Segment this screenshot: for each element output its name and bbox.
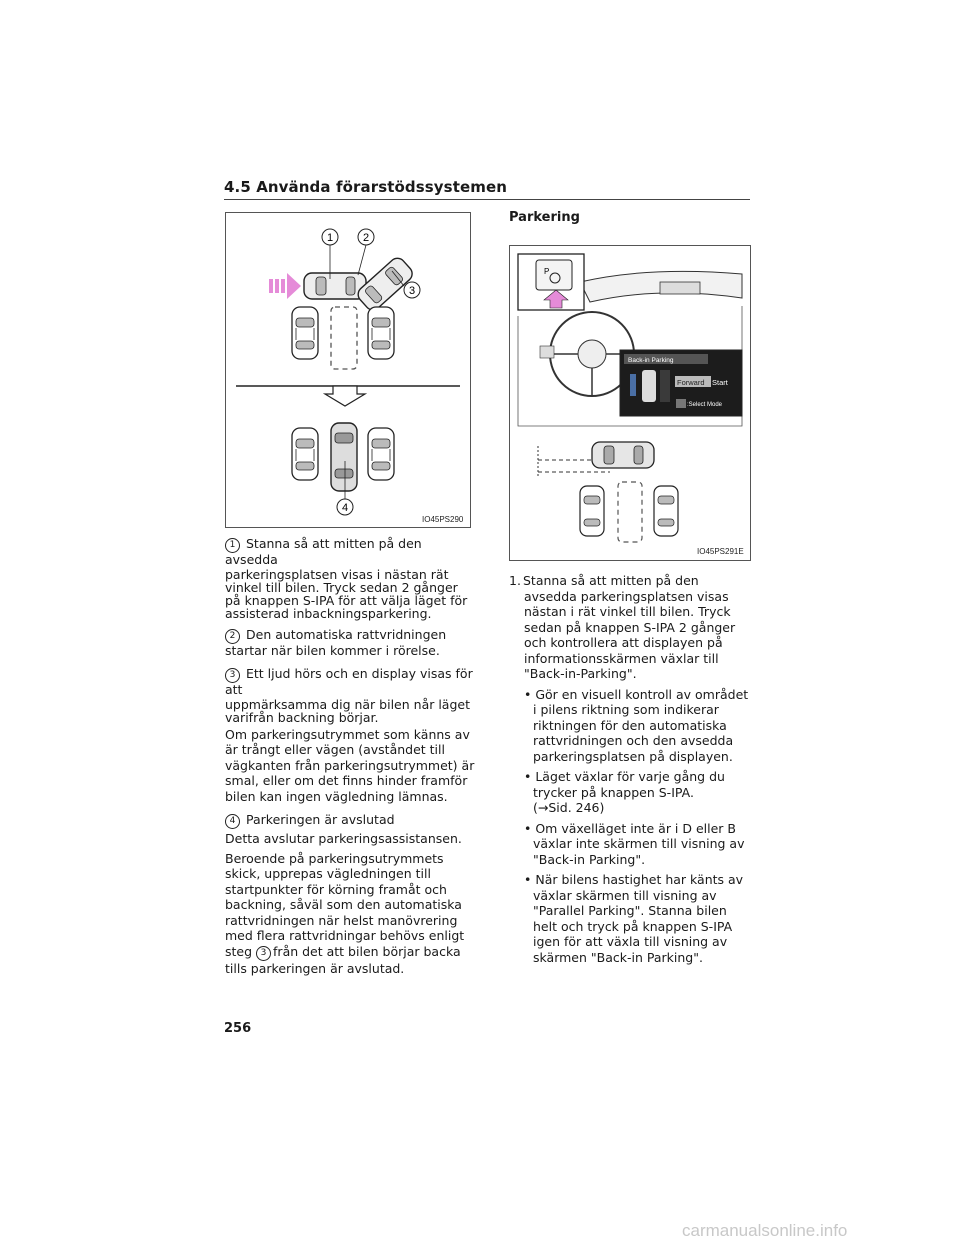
page-number: 256 xyxy=(224,1021,252,1036)
screen-start: Start xyxy=(712,378,728,387)
left-text-column xyxy=(225,537,475,976)
car-parked-final xyxy=(331,423,357,491)
step-number-1: 1 xyxy=(225,538,240,553)
item4-para2-a: Beroende på parkeringsutrymmets skick, upprepas vägledningen till startpunkter för körning framåt och backning, såväl som den automatiska rattvridningen när helst manövrering med flera rattvridningar behövs enligt steg xyxy=(225,850,465,959)
diagram-dashboard-display xyxy=(509,245,751,561)
screen-select-mode: :Select Mode xyxy=(687,402,723,408)
section-header: 4.5 Använda förarstödssystemen xyxy=(224,178,508,196)
right-text-column xyxy=(509,573,751,965)
screen-title: Back-in Parking xyxy=(628,357,674,364)
bullet-4: • När bilens hastighet har känts av växlar skärmen till visning av "Parallel Parking". Stanna bilen helt och tryck på knappen S-IPA igen för att växla till visning av skärmen "Back-in Parking". xyxy=(524,872,744,965)
bullet-2-text: • Läget växlar för varje gång du trycker på knappen S-IPA. xyxy=(524,769,725,800)
target-space-top xyxy=(331,307,357,369)
diagram-parking-steps xyxy=(225,212,471,528)
watermark: carmanualsonline.info xyxy=(682,1221,848,1240)
p-button-label: P xyxy=(544,267,550,276)
label-3: 3 xyxy=(408,285,416,297)
item4-para1: Detta avslutar parkeringsassistansen. xyxy=(225,831,462,846)
item1-line1: Stanna så att mitten på den avsedda xyxy=(225,536,422,567)
section-title-parking: Parkering xyxy=(509,210,580,225)
item2-text: startar när bilen kommer i rörelse. xyxy=(225,642,440,658)
item4-para2 xyxy=(225,851,475,977)
header-rule xyxy=(224,199,750,200)
multimedia-display xyxy=(620,350,742,416)
car-moving xyxy=(304,273,366,299)
dashboard-illustration xyxy=(510,246,750,560)
bullet-1: • Gör en visuell kontroll av området i pilens riktning som indikerar riktningen för den automatiska rattvridningen och den avsedda parkeringsplatsen på displayen. xyxy=(524,686,749,764)
step-number-3: 3 xyxy=(225,668,240,683)
item2-line1: Den automatiska rattvridningen xyxy=(246,626,447,642)
item1-text: parkeringsplatsen visas i nästan rät vinkel till bilen. Tryck sedan 2 gånger på knappen S-IPA för att välja läget för assisterad inbackningsparkering. xyxy=(225,566,468,621)
item3-note: Om parkeringsutrymmet som känns av är trångt eller vägen (avståndet till vägkanten från parkeringsutrymmet) är smal, eller om det finns hinder framför bilen kan ingen vägledning lämnas. xyxy=(225,726,475,804)
item4-para2-b: från det att bilen börjar backa tills parkeringen är avslutad. xyxy=(225,943,461,976)
step-number-2: 2 xyxy=(225,629,240,644)
bullet-3: • Om växelläget inte är i D eller B växlar inte skärmen till visning av "Back-in Parking". xyxy=(524,820,745,867)
screen-forward: Forward xyxy=(677,378,705,387)
step1-number: 1. xyxy=(509,573,521,588)
direction-arrow-pink xyxy=(269,273,301,299)
figure-code-right: IO45PS291E xyxy=(697,547,744,556)
item4-line1: Parkeringen är avslutad xyxy=(246,812,395,827)
step-ref-3: 3 xyxy=(256,946,271,961)
down-arrow xyxy=(325,386,365,406)
item3-line1: Ett ljud hörs och en display visas för att xyxy=(225,666,473,697)
parking-steps-illustration xyxy=(226,213,470,527)
step1-bullets xyxy=(524,687,751,966)
label-4: 4 xyxy=(341,502,349,514)
page-reference-link[interactable]: (→Sid. 246) xyxy=(533,800,605,815)
step1-text: Stanna så att mitten på den avsedda parkeringsplatsen visas nästan i rät vinkel till bilen. Tryck sedan på knappen S-IPA 2 gånger och kontrollera att displayen på informationsskärmen växlar till "Back-in-Parking". xyxy=(523,573,736,681)
item3-text: uppmärksamma dig när bilen når läget varifrån backning börjar. xyxy=(225,696,470,725)
bullet-2 xyxy=(524,769,751,816)
step-number-4: 4 xyxy=(225,814,240,829)
figure-code-left: IO45PS290 xyxy=(422,515,464,524)
label-1: 1 xyxy=(326,232,334,244)
label-2: 2 xyxy=(362,232,370,244)
